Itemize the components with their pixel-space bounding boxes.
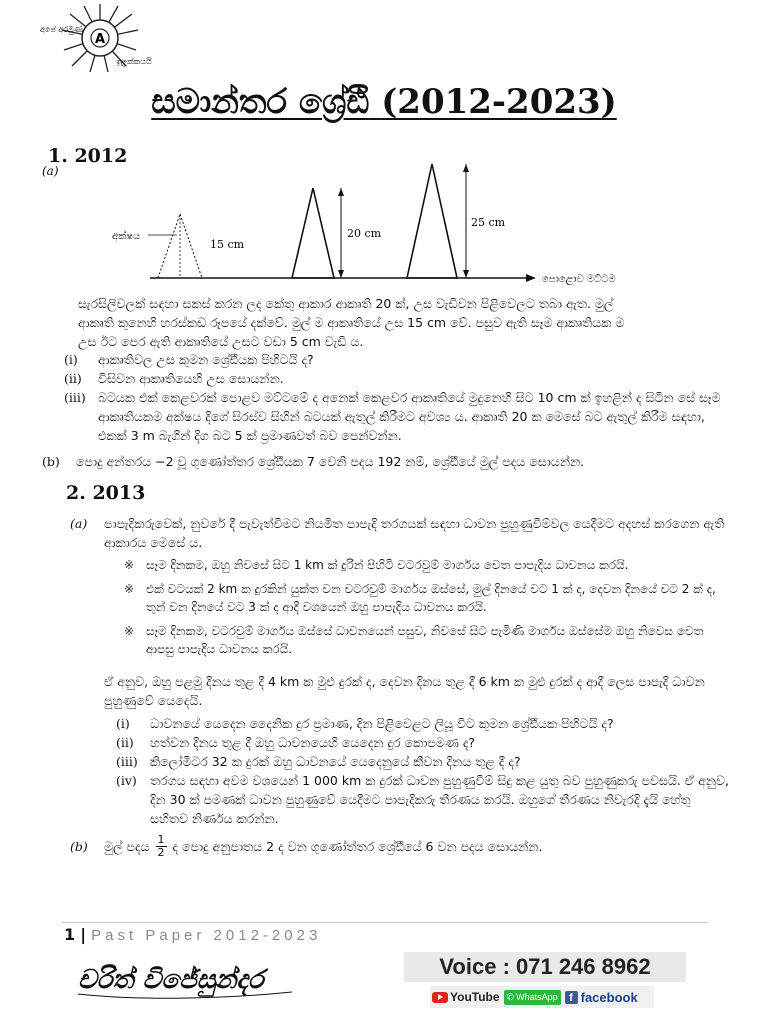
question-item (64, 388, 728, 445)
title-years: (2012-2023) (381, 82, 617, 122)
logo-line2: ඉලක්කයයි (116, 57, 152, 66)
part-b-post: ද පොදු අනුපාතය 2 ද වන ගුණෝත්තර ශ්‍රේඪියේ 6 වන පදය සොයන්න. (172, 839, 543, 854)
question-item (116, 771, 730, 828)
part-b-text (104, 834, 730, 859)
section-1-questions (64, 350, 728, 445)
cone-diagram (100, 158, 660, 288)
facebook-link[interactable] (565, 990, 638, 1005)
part-a-intro: පාපැදිකරුවෙක්, නුවරේ දී පැවැත්වීමට නියමිත පාපැදි තරගයක් සඳහා ධාවන පුහුණුවීම්වල යෙදීමට අදහස් කරගෙන ඇති ආකාරය මෙසේ ය. (104, 516, 725, 550)
question-text: කිලෝමීටර 32 ක දුරක් ඔහු ධාවනයේ යෙදෙනුයේ කීවන දිනය තුළ දී ද? (150, 754, 521, 769)
whatsapp-label: WhatsApp (516, 992, 558, 1002)
logo-line1: අපේ අරමුණ (40, 25, 83, 34)
section-1-part-b (42, 452, 732, 471)
signature-text: චරිත් විජේසුන්දර (78, 965, 264, 995)
bullet-item (124, 622, 728, 658)
question-number: (ii) (116, 735, 134, 750)
question-text: ධාවනයේ යෙදෙන දෛනික දුර ප්‍රමාණ, දින පිළිවෙළට ලියූ විට කුමන ශ්‍රේඪියක පිහිටයි ද? (150, 716, 614, 731)
social-bar (430, 986, 654, 1008)
question-text: බටයක එක් කෙළවරක් පොළව මට්ටමේ ද අනෙක් කෙළවර ආකෘතියේ මුදුනෙහි සිට 10 cm ක් ඉහළින් ද සිටින සේ සෑම ආකෘතියකම අක්ෂය දිගේ සිරස්ව සිහින් බටයක් ඇතුල් කිරීමට අවශ්‍ය ය. ආකෘති 20 ක මෙසේ බට ඇතුල් කිරීම සඳහා, එකක් 3 m බැගින් දිග බට 5 ක් ප්‍රමාණවත් බව පෙන්වන්න. (98, 390, 721, 443)
page-number: 1 (64, 925, 76, 944)
part-b-label: (b) (70, 839, 88, 854)
bullet-text: සෑම දිනකම, වටරවුම් මාර්ගය ඔස්සේ ධාවනයෙන් පසුව, නිවසේ සිට පැමිණි මාර්ගය ඔස්සේම ඔහු නිවෙස වෙත ආපසු පාපැදිය ධාවනය කරයි. (146, 624, 704, 656)
youtube-label: YouTube (450, 990, 500, 1004)
question-item (116, 714, 730, 733)
youtube-link[interactable] (432, 990, 500, 1004)
whatsapp-link[interactable] (504, 990, 561, 1005)
question-text: හත්වන දිනය තුළ දී ඔහු ධාවනයෙහි යෙදෙන දුර කොපමණ ද? (150, 735, 476, 750)
intro-line-3: උස ඊට පෙර ඇති ආකෘතියේ උසට වඩා 5 cm වැඩි ය. (78, 334, 364, 349)
section-1-part-a-label: (a) (42, 164, 59, 178)
ground-arrow (526, 274, 536, 282)
footer-divider (62, 922, 708, 923)
section-2-part-a (70, 514, 730, 552)
question-number: (ii) (64, 371, 82, 386)
facebook-icon: f (565, 991, 578, 1004)
part-b-text: පොදු අන්තරය −2 වූ ගුණෝත්තර ශ්‍රේඪියක 7 වෙනි පදය 192 නම්, ශ්‍රේඪියේ මුල් පදය සොයන්න. (76, 454, 585, 469)
paper-label: Past Paper 2012-2023 (91, 927, 322, 944)
bullet-mark: ※ (124, 624, 135, 638)
whatsapp-icon: ✆ (506, 991, 515, 1002)
fraction-numerator: 1 (157, 833, 165, 846)
logo (40, 2, 160, 74)
voice-contact: Voice : 071 246 8962 (404, 952, 686, 982)
section-2-bullets (124, 556, 728, 658)
question-text: විසිවන ආකෘතියෙහි උස සොයන්න. (98, 371, 284, 386)
page-footer (64, 925, 321, 944)
logo-badge: A (94, 32, 106, 47)
fraction-denominator: 2 (157, 846, 165, 859)
height-2-label: 20 cm (347, 227, 382, 240)
page-title (0, 82, 768, 122)
bullet-mark: ※ (124, 558, 135, 572)
question-text: ආකෘතිවල උස කුමන ශ්‍රේඪියක පිහිටයි ද? (98, 352, 314, 367)
question-item (116, 733, 730, 752)
height-1-label: 15 cm (210, 238, 245, 251)
question-number: (iii) (64, 390, 86, 405)
section-2-questions (116, 714, 730, 828)
page-separator: | (80, 925, 87, 944)
part-a-label: (a) (70, 516, 88, 531)
bullet-mark: ※ (124, 582, 135, 596)
facebook-label: facebook (580, 989, 638, 1005)
bullet-item (124, 556, 728, 574)
height-3-label: 25 cm (471, 216, 506, 229)
question-number: (iv) (116, 773, 137, 788)
title-text: සමාන්තර ශ්‍රේඪි (151, 82, 370, 122)
fraction (156, 834, 167, 859)
cone-2 (292, 188, 334, 278)
section-1-intro (78, 294, 728, 351)
question-item (64, 350, 728, 369)
section-2-part-b (70, 834, 730, 859)
question-item (64, 369, 728, 388)
section-2-heading: 2. 2013 (66, 482, 146, 504)
bullet-text: එක් වටයක් 2 km ක දුරකින් යුක්ත වන වටරවුම් මාර්ගය ඔස්සේ, මුල් දිනයේ වට 1 ක් ද, දෙවන දිනයේ වට 2 ක් ද, තුන් වන දිනයේ වට 3 ක් ද ආදී වශයෙන් ඔහු පාපැදිය ධාවනය කරයි. (146, 582, 716, 614)
bullet-item (124, 580, 728, 616)
ground-label: පොළොව මට්ටම (542, 274, 616, 285)
question-number: (iii) (116, 754, 138, 769)
section-1-heading: 1. 2012 (48, 145, 128, 167)
question-number: (i) (116, 716, 130, 731)
axis-label: අක්ෂය (112, 231, 141, 242)
question-number: (i) (64, 352, 78, 367)
youtube-icon (432, 992, 448, 1003)
intro-line-2: ආකෘති කුනෙහි හරස්කඩ රූපයේ දක්වේ. මුල් ම ආකෘතියේ උස 15 cm වේ. පසුව ඇති සෑම ආකෘතියක ම (78, 315, 625, 330)
part-b-pre: මුල් පදය (104, 839, 150, 854)
bullet-text: සෑම දිනකම, ඔහු නිවසේ සිට 1 km ක් දුරින් පිහිටි වටරවුම් මාර්ගය වෙත පාපැදිය ධාවනය කරයි. (146, 558, 629, 572)
part-b-label: (b) (42, 454, 60, 469)
cone-3 (407, 164, 457, 278)
question-text: තරගය සඳහා අවම වශයෙන් 1 000 km ක දුරක් ධාවන පුහුණුවීම් සිදු කළ යුතු බව පුහුණුකරු පවසයි. ඒ අනුව, දින 30 ක් පමණක් ධාවන පුහුණුවේ යෙදීමට පාපැදිකරු තීරණය කරයි. ඔහුගේ තීරණය නිවැරදි දැයි හේතු සහිතව නිර්ණය කරන්න. (150, 773, 729, 826)
question-item (116, 752, 730, 771)
intro-line-1: සැරසිලිවලක් සඳහා සකස් කරන ලද කේතු ආකාර ආකෘති 20 ක්, උස වැඩිවන පිළිවෙලට තබා ඇත. මුල් (78, 296, 614, 311)
section-2-follow: ඒ අනුව, ඔහු පළමු දිනය තුළ දී 4 km ක මුළු දුරක් ද, දෙවන දිනය තුළ දී 6 km ක මුළු දුරක් ද ආදී ලෙස පාපැදි ධාවන පුහුණුවේ යෙදෙයි. (104, 674, 705, 708)
author-signature (72, 950, 312, 1010)
